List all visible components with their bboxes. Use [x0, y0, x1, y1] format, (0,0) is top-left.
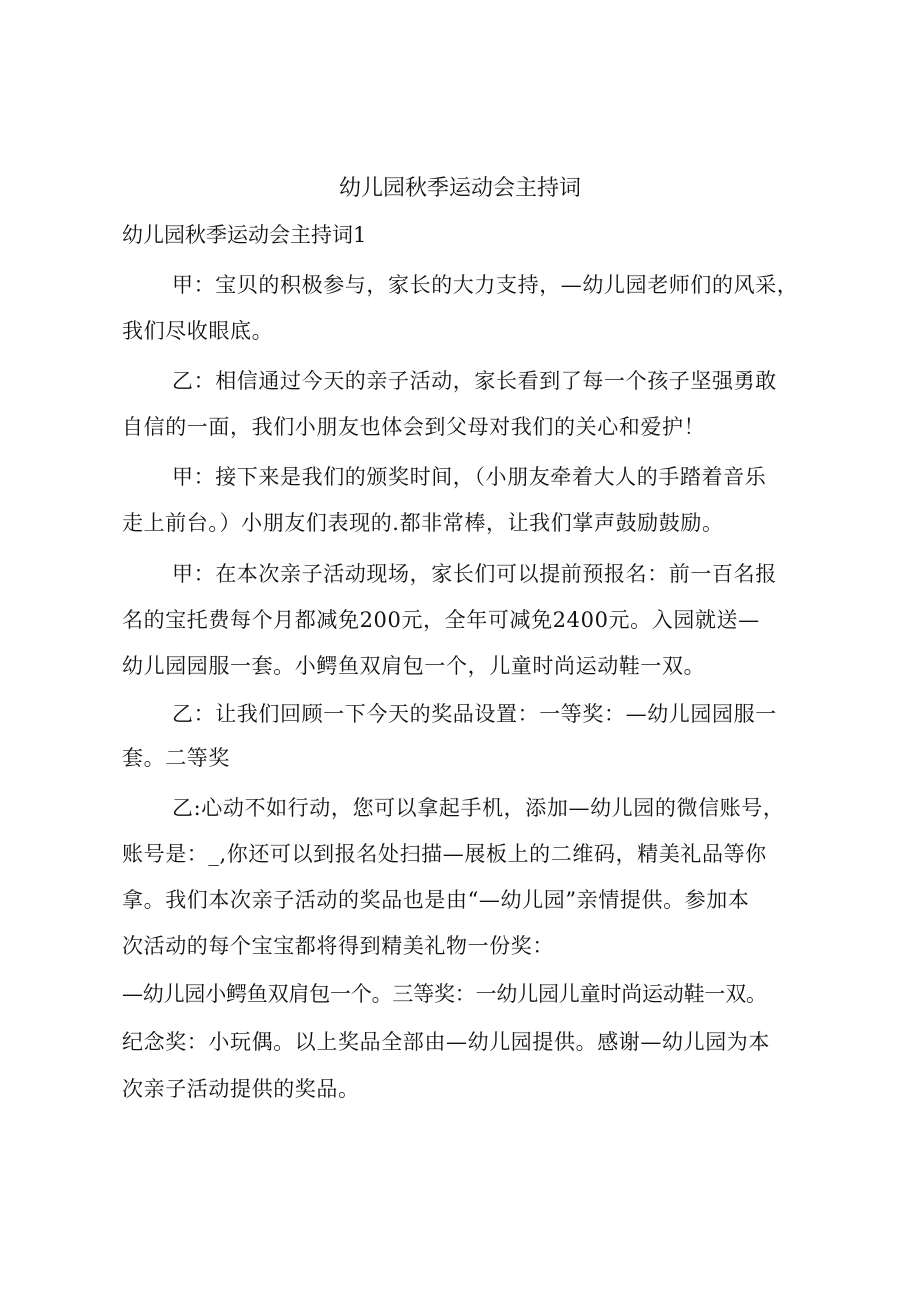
paragraph-line: 甲：接下来是我们的颁奖时间，（小朋友牵着大人的手踏着音乐	[172, 465, 767, 489]
paragraph-line: 走上前台。）小朋友们表现的.都非常棒，让我们掌声鼓励鼓励。	[122, 511, 724, 535]
paragraph-line: 乙:心动不如行动，您可以拿起手机，添加—幼儿园的微信账号，	[172, 796, 785, 820]
paragraph-line: 乙：相信通过今天的亲子活动，家长看到了每一个孩子坚强勇敢	[172, 369, 777, 393]
paragraph-line: 套。二等奖	[122, 746, 230, 770]
paragraph-line: 自信的一面，我们小朋友也体会到父母对我们的关心和爱护！	[122, 415, 706, 439]
document-title: 幼儿园秋季运动会主持词	[338, 176, 581, 201]
paragraph-line: 次活动的每个宝宝都将得到精美礼物一份奖：	[122, 934, 554, 958]
paragraph-line: 甲：宝贝的积极参与，家长的大力支持，—幼儿园老师们的风采，	[172, 273, 799, 297]
paragraph-line: 乙：让我们回顾一下今天的奖品设置：一等奖：—幼儿园园服一	[172, 702, 777, 726]
paragraph-line: 甲：在本次亲子活动现场，家长们可以提前预报名：前一百名报	[172, 562, 777, 586]
paragraph-line: 幼儿园园服一套。小鳄鱼双肩包一个，儿童时尚运动鞋一双。	[122, 654, 706, 678]
paragraph-line: —幼儿园小鳄鱼双肩包一个。三等奖：一幼儿园儿童时尚运动鞋一双。	[122, 982, 767, 1006]
paragraph-line: 次亲子活动提供的奖品。	[122, 1077, 360, 1101]
paragraph-line: 我们尽收眼底。	[122, 319, 274, 343]
paragraph-line: 名的宝托费每个月都减免200元，全年可减免2400元。入园就送—	[122, 608, 760, 632]
paragraph-line: 账号是：_,你还可以到报名处扫描—展板上的二维码，精美礼品等你	[122, 842, 767, 866]
document-subtitle: 幼儿园秋季运动会主持词1	[122, 223, 367, 247]
paragraph-line: 拿。我们本次亲子活动的奖品也是由“—幼儿园”亲情提供。参加本	[122, 888, 750, 912]
paragraph-line: 纪念奖：小玩偶。以上奖品全部由—幼儿园提供。感谢—幼儿园为本	[122, 1030, 770, 1054]
